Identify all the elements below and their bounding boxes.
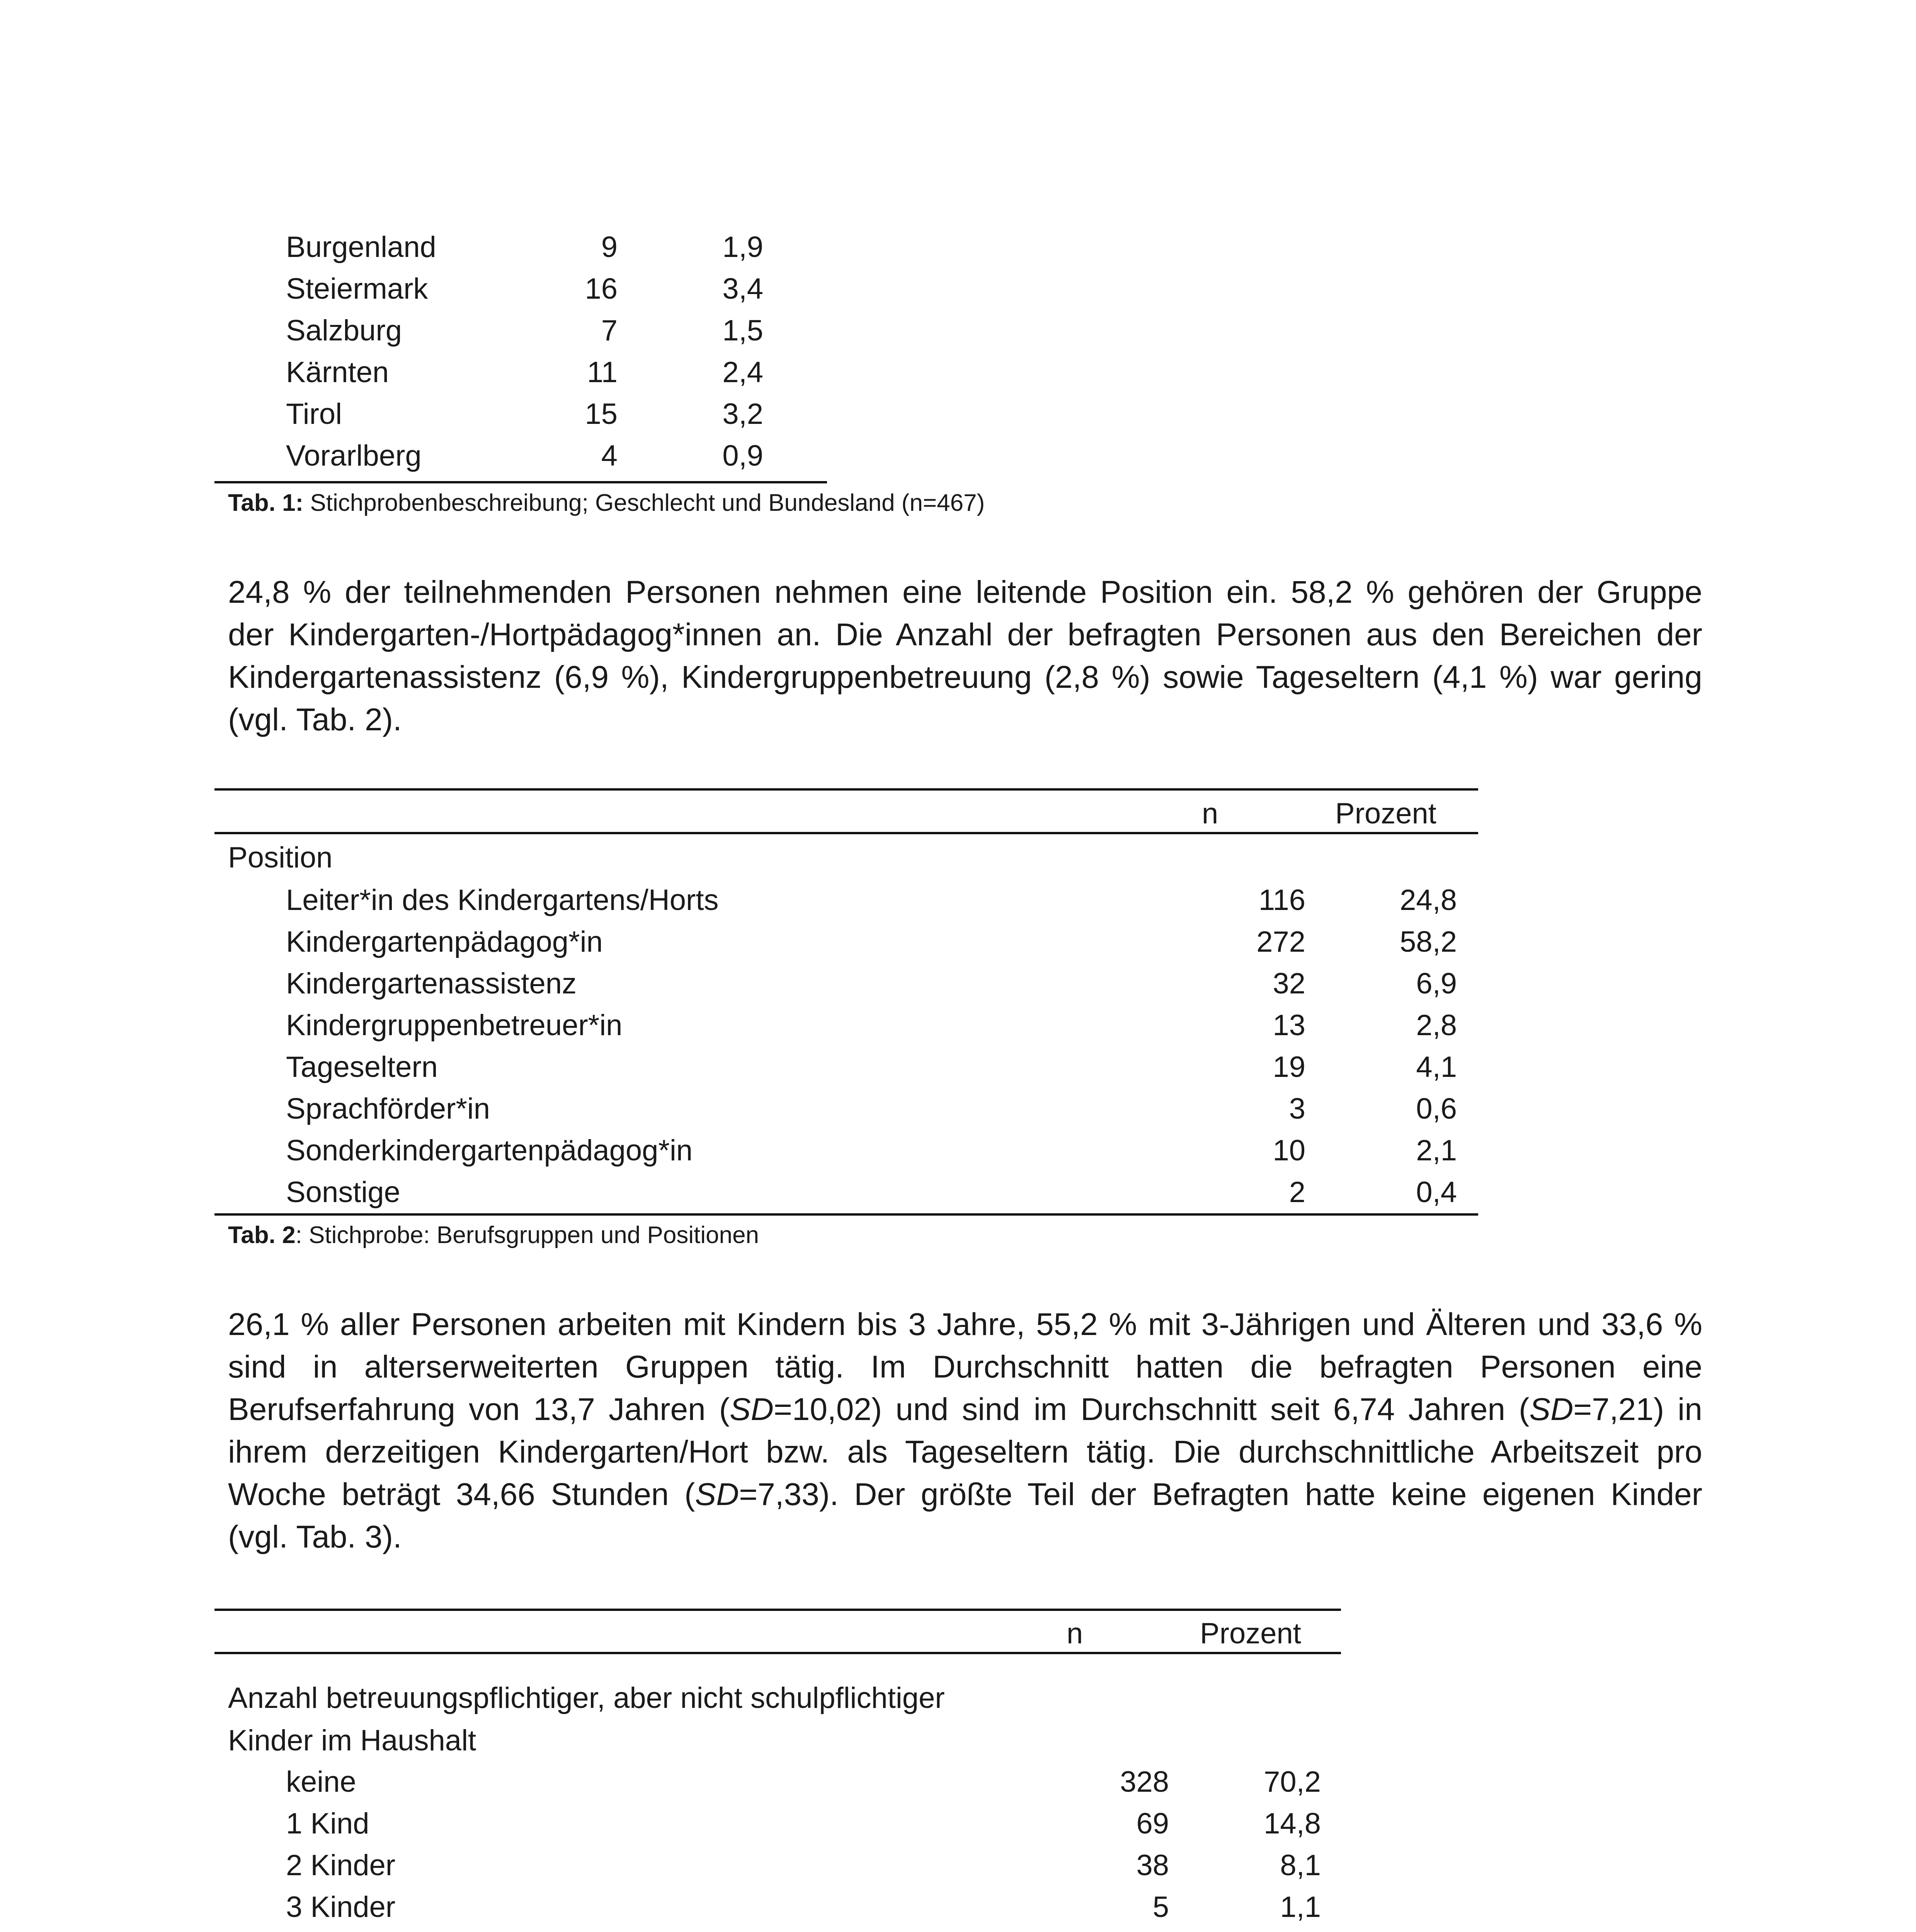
paragraph-line: [228, 1346, 1702, 1388]
table-row-label: Sonstige: [286, 1176, 400, 1209]
table-cell-percent: [1305, 1930, 1321, 1932]
table-cell-percent: 8,1: [1280, 1849, 1321, 1882]
table2-header-rule: [214, 832, 1478, 834]
table2-top-rule: [214, 788, 1478, 791]
table-row-label: Tirol: [286, 398, 342, 430]
table-cell-percent: 2,4: [722, 356, 763, 389]
paragraph-text: 26,1 % aller Personen arbeiten mit Kindern bis 3 Jahre, 55,2 % mit 3-Jährigen und Älteren und 33,6 %: [228, 1307, 1702, 1342]
table-cell-percent: 4,1: [1416, 1051, 1457, 1083]
table3-header-n: n: [1067, 1617, 1083, 1650]
table3-group1-label-line2: Kinder im Haushalt: [228, 1724, 476, 1757]
paragraph-line: 24,8 % der teilnehmenden Personen nehmen eine leitende Position ein. 58,2 % gehören der Gruppe: [228, 575, 1702, 610]
table-row-label: Kärnten: [286, 356, 389, 389]
table-cell-n: 116: [1258, 884, 1305, 917]
table-cell-percent: 70,2: [1264, 1765, 1321, 1798]
table1-caption-text: Stichprobenbeschreibung; Geschlecht und Bundesland (n=467): [303, 490, 985, 516]
paragraph-text: =10,02) und sind im Durchschnitt seit 6,74 Jahren (: [773, 1392, 1530, 1427]
table-row-label: Salzburg: [286, 314, 402, 347]
table-cell-n: 10: [1273, 1134, 1305, 1167]
table2-caption: [228, 1220, 759, 1251]
paragraph-line: [228, 1388, 1702, 1431]
table-cell-n: 15: [585, 398, 618, 430]
paragraph-text: =7,21) in: [1573, 1392, 1702, 1427]
table-row-label: Sprachförder*in: [286, 1092, 490, 1125]
table-cell-n: 328: [1120, 1765, 1169, 1798]
table-cell-n: 9: [601, 231, 618, 264]
table2-group-label: Position: [228, 841, 333, 874]
table2-header-n: n: [1202, 797, 1218, 830]
paragraph-line: [228, 1516, 1702, 1558]
table-row-label: 2 Kinder: [286, 1849, 396, 1882]
paragraph-line: [228, 1473, 1702, 1516]
statistic-symbol: SD: [695, 1477, 739, 1512]
paragraph-text: sind in alterserweiterten Gruppen tätig. Im Durchschnitt hatten die befragten Personen eine: [228, 1349, 1702, 1384]
table2-caption-text: : Stichprobe: Berufsgruppen und Positionen: [295, 1222, 759, 1248]
table1-caption-label: Tab. 1:: [228, 490, 304, 516]
table-cell-n: 7: [601, 314, 618, 347]
table-cell-percent: 3,2: [722, 398, 763, 430]
table-row-label: 1 Kind: [286, 1807, 369, 1840]
table-row-label: Kindergruppenbetreuer*in: [286, 1009, 623, 1042]
table-cell-n: 19: [1273, 1051, 1305, 1083]
paragraph-line: [228, 1303, 1702, 1346]
table-cell-n: 38: [1136, 1849, 1169, 1882]
paragraph-line: der Kindergarten-/Hortpädagog*innen an. Die Anzahl der befragten Personen aus den Bereichen der: [228, 617, 1702, 652]
table2-caption-label: Tab. 2: [228, 1222, 296, 1248]
paragraph-experience: [228, 1303, 1702, 1558]
paragraph-text: Woche beträgt 34,66 Stunden (: [228, 1477, 695, 1512]
paragraph-line: (vgl. Tab. 2).: [228, 702, 402, 737]
table3-group1-label-line1: Anzahl betreuungspflichtiger, aber nicht schulpflichtiger: [228, 1682, 945, 1714]
paragraph-line: [228, 1431, 1702, 1473]
table-row-label: [286, 1930, 395, 1932]
table-cell-n: [1153, 1930, 1169, 1932]
table-row-label: Sonderkindergartenpädagog*in: [286, 1134, 693, 1167]
table-cell-percent: 24,8: [1400, 884, 1457, 917]
table-cell-percent: 2,8: [1416, 1009, 1457, 1042]
table-cell-percent: 2,1: [1416, 1134, 1457, 1167]
table3-header-percent: Prozent: [1200, 1617, 1301, 1650]
table1-caption: [228, 488, 985, 519]
table-cell-percent: 1,9: [722, 231, 763, 264]
paragraph-text: =7,33). Der größte Teil der Befragten hatte keine eigenen Kinder: [739, 1477, 1702, 1512]
table-row-label: keine: [286, 1765, 356, 1798]
table-cell-percent: 1,5: [722, 314, 763, 347]
paragraph-line: Kindergartenassistenz (6,9 %), Kindergruppenbetreuung (2,8 %) sowie Tageseltern (4,1 %) war gering: [228, 660, 1702, 695]
table-cell-n: 11: [587, 356, 618, 389]
table-row-label: Tageseltern: [286, 1051, 438, 1083]
paragraph-text: (vgl. Tab. 3).: [228, 1519, 402, 1554]
table-row-label: Burgenland: [286, 231, 436, 264]
table-row-label: Kindergartenpädagog*in: [286, 925, 603, 958]
table-cell-n: 272: [1256, 925, 1305, 958]
paragraph-positions: [228, 571, 1702, 741]
table-cell-n: 4: [601, 439, 618, 472]
table-row-label: Steiermark: [286, 272, 428, 305]
table-cell-percent: 14,8: [1264, 1807, 1321, 1840]
table-cell-percent: 58,2: [1400, 925, 1457, 958]
table-cell-percent: 0,6: [1416, 1092, 1457, 1125]
table-cell-n: 32: [1273, 967, 1305, 1000]
table-row-label: Kindergartenassistenz: [286, 967, 577, 1000]
table2-header-percent: Prozent: [1335, 797, 1436, 830]
table-cell-n: 5: [1152, 1891, 1169, 1923]
table-cell-percent: 3,4: [722, 272, 763, 305]
paragraph-text: Berufserfahrung von 13,7 Jahren (: [228, 1392, 730, 1427]
table-cell-n: 3: [1289, 1092, 1305, 1125]
statistic-symbol: SD: [1529, 1392, 1574, 1427]
table-cell-percent: 6,9: [1416, 967, 1457, 1000]
table-cell-n: 13: [1273, 1009, 1305, 1042]
table-cell-percent: 0,4: [1416, 1176, 1457, 1209]
table-cell-n: 16: [585, 272, 618, 305]
table-row-label: Leiter*in des Kindergartens/Horts: [286, 884, 719, 917]
table-cell-n: 69: [1136, 1807, 1169, 1840]
paragraph-text: ihrem derzeitigen Kindergarten/Hort bzw. als Tageseltern tätig. Die durchschnittliche Arbeitszeit pro: [228, 1434, 1702, 1469]
table3-header-rule: [214, 1652, 1341, 1654]
table-row-label: Vorarlberg: [286, 439, 422, 472]
table3-top-rule: [214, 1609, 1341, 1611]
statistic-symbol: SD: [730, 1392, 774, 1427]
table1-bottom-rule: [214, 481, 827, 483]
table2-bottom-rule: [214, 1213, 1478, 1216]
table-cell-percent: 1,1: [1280, 1891, 1321, 1923]
table-row-label: 3 Kinder: [286, 1891, 396, 1923]
table-cell-percent: 0,9: [722, 439, 763, 472]
table-cell-n: 2: [1289, 1176, 1305, 1209]
